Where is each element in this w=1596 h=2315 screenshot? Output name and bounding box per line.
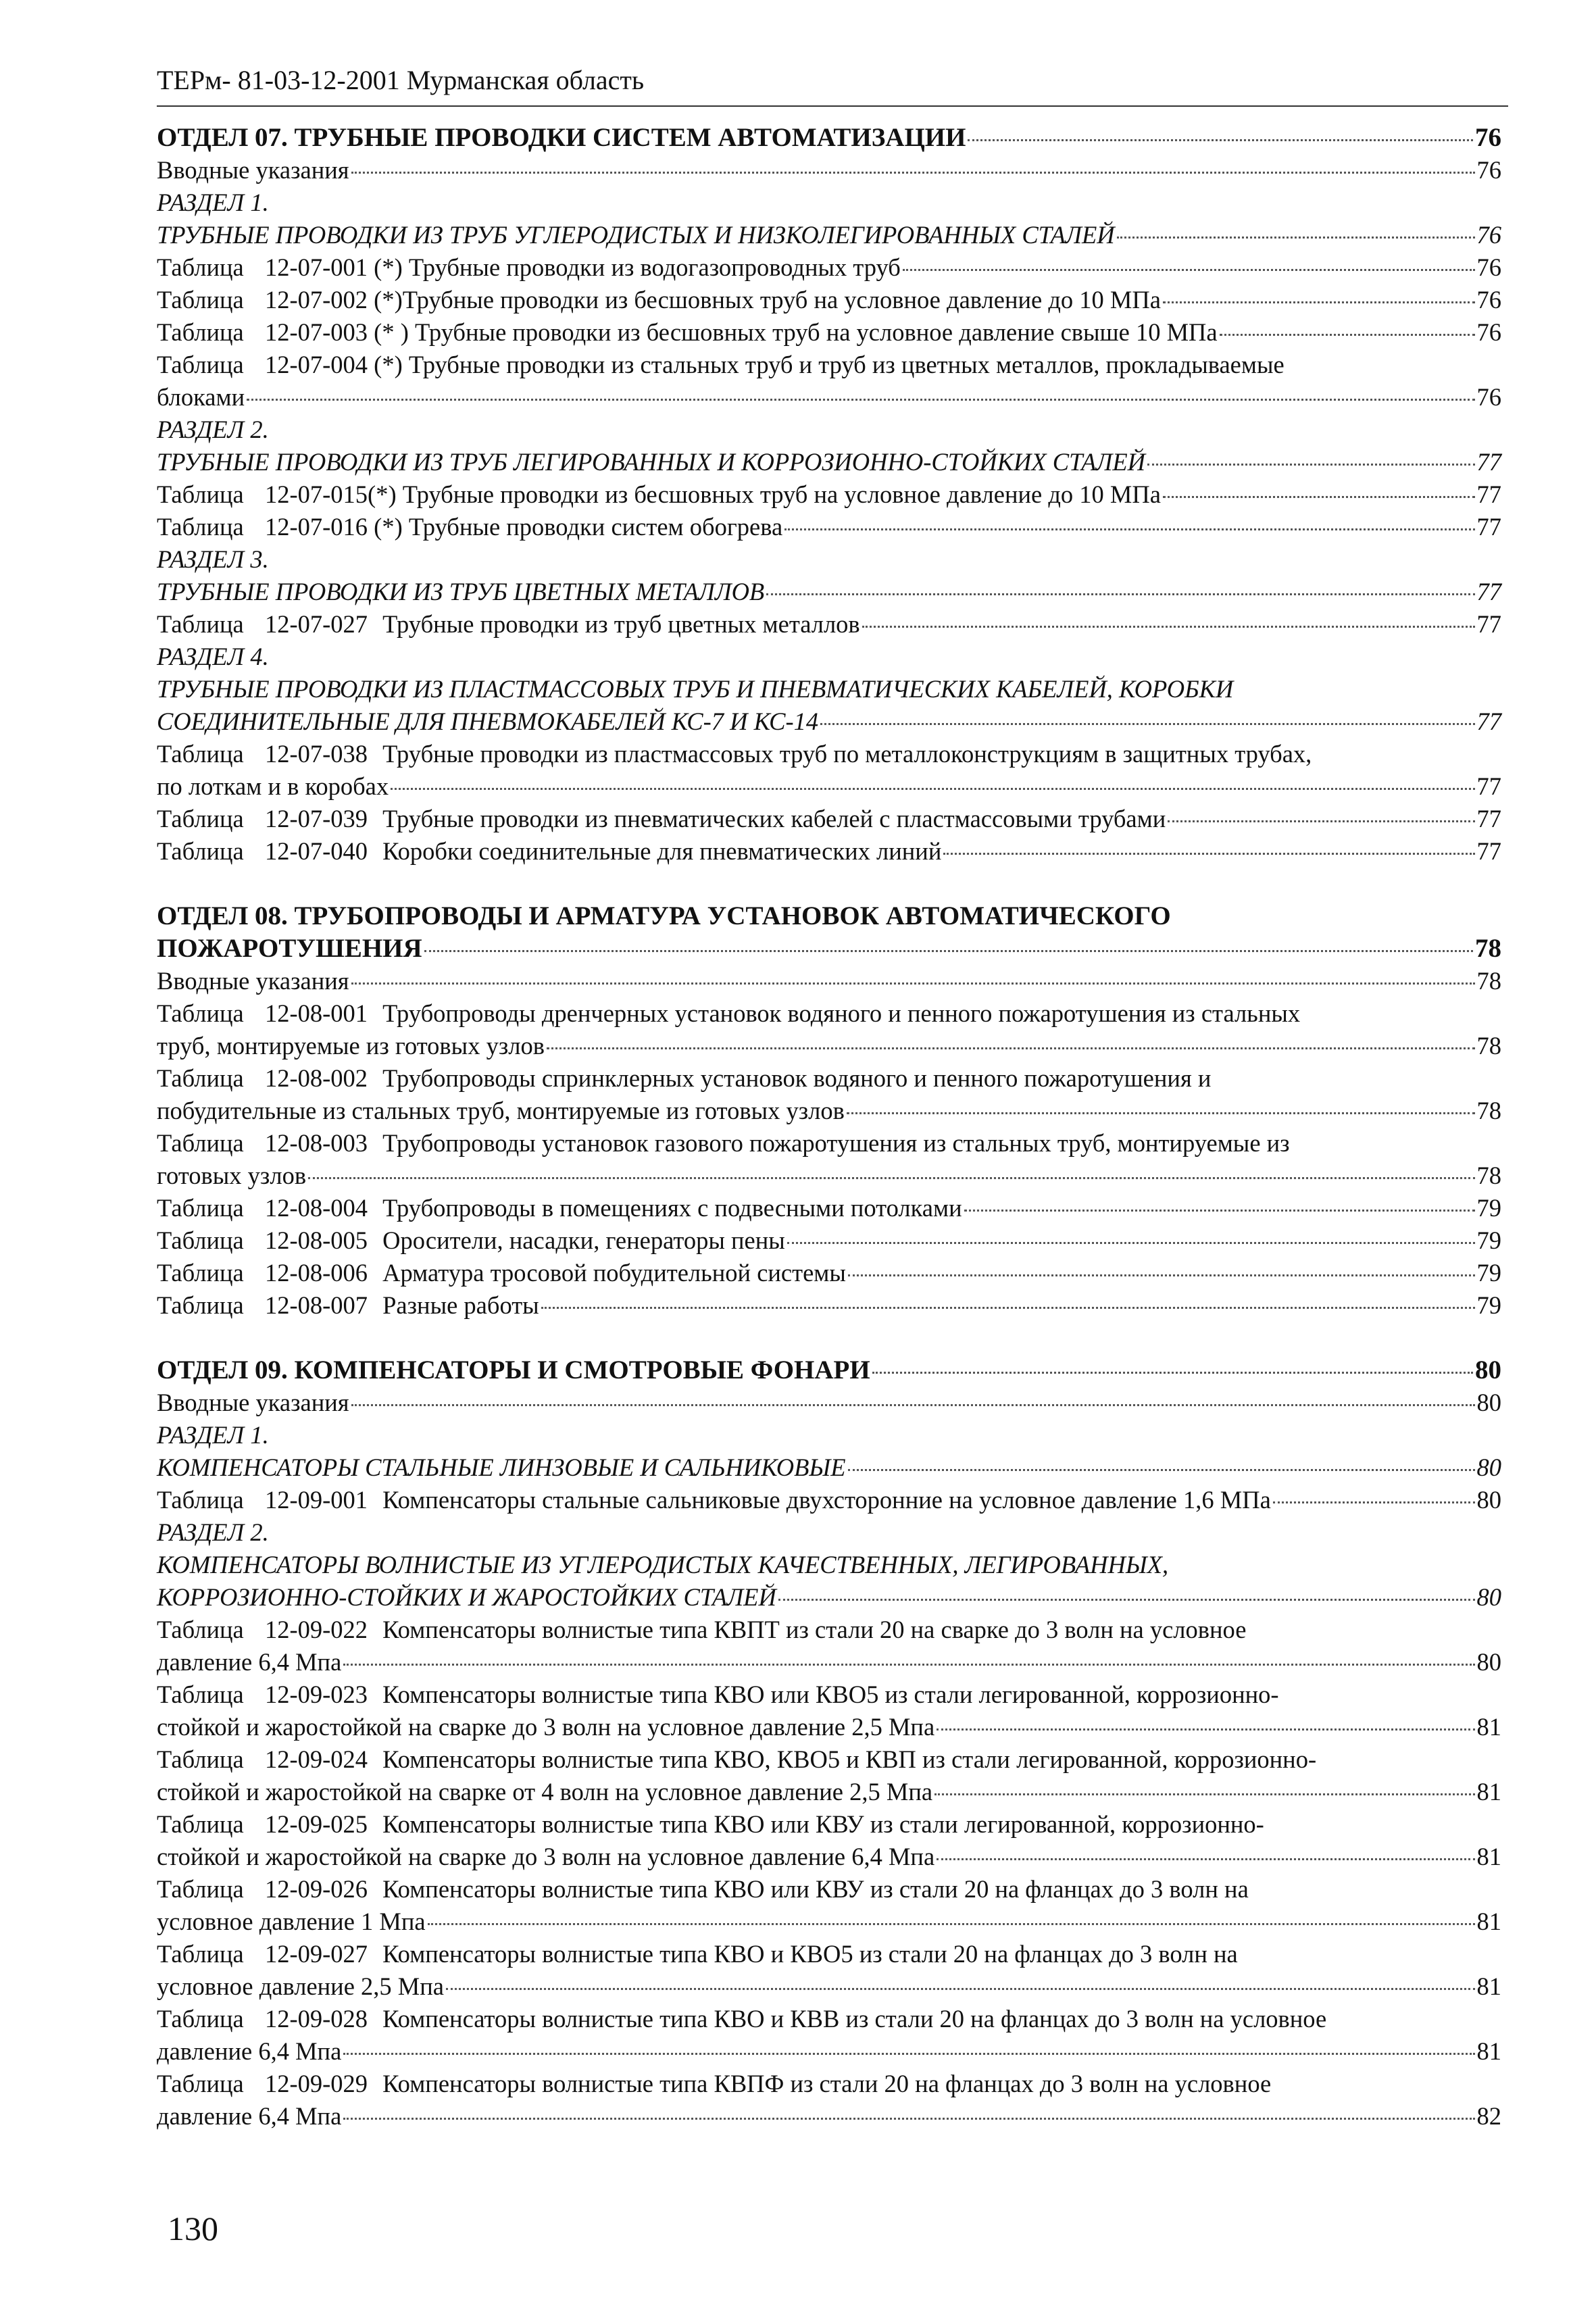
table-number: 12-08-002 (265, 1064, 368, 1092)
dot-leader (937, 1728, 1474, 1731)
toc-entry-12-08-001-line1[interactable] (157, 997, 1501, 1030)
section-title-line1[interactable]: КОМПЕНСАТОРЫ ВОЛНИСТЫЕ ИЗ УГЛЕРОДИСТЫХ КАЧЕСТВЕННЫХ, ЛЕГИРОВАННЫХ, (157, 1551, 1169, 1578)
toc-entry-12-09-025-line2[interactable] (157, 1841, 1501, 1873)
page-ref: 77 (1476, 513, 1501, 541)
table-title-cont: побудительные из стальных труб, монтируемые из готовых узлов (157, 1097, 845, 1124)
table-title-cont: блоками (157, 383, 245, 411)
table-title: Трубопроводы дренчерных установок водяного и пенного пожаротушения из стальных (382, 999, 1301, 1027)
dot-leader (343, 1664, 1474, 1666)
dot-leader (903, 269, 1475, 271)
section-label: РАЗДЕЛ 2. (157, 1518, 269, 1546)
page-ref: 81 (1476, 1972, 1501, 2000)
table-number: 12-09-025 (265, 1810, 368, 1838)
toc-entry-12-09-028-line2[interactable] (157, 2035, 1501, 2068)
dept-08-title-line2: ПОЖАРОТУШЕНИЯ (157, 934, 422, 963)
toc-entry-12-09-024-line2[interactable] (157, 1776, 1501, 1808)
dot-leader (848, 1469, 1475, 1471)
page-header: ТЕРм- 81-03-12-2001 Мурманская область (157, 65, 645, 95)
table-title: Компенсаторы волнистые типа КВО или КВУ из стали легированной, коррозионно- (382, 1810, 1264, 1838)
table-title-cont: готовых узлов (157, 1162, 307, 1189)
table-prefix: Таблица (157, 1259, 244, 1287)
table-title-cont: стойкой и жаростойкой на сварке до 3 волн на условное давление 6,4 Мпа (157, 1843, 935, 1870)
table-prefix: Таблица (157, 480, 244, 508)
table-prefix: Таблица (157, 1810, 244, 1838)
table-number: 12-07-039 (265, 805, 368, 832)
section-title: ТРУБНЫЕ ПРОВОДКИ ИЗ ТРУБ ЦВЕТНЫХ МЕТАЛЛОВ (157, 578, 765, 605)
table-title: Коробки соединительные для пневматических линий (382, 837, 942, 865)
table-prefix: Таблица (157, 610, 244, 638)
toc-entry-12-08-003-line2[interactable] (157, 1160, 1501, 1192)
page-ref: 76 (1476, 221, 1501, 249)
dot-leader (847, 1112, 1475, 1114)
table-title-cont: давление 6,4 Мпа (157, 1648, 342, 1676)
page-ref: 79 (1476, 1259, 1501, 1287)
page-ref: 77 (1476, 480, 1501, 508)
table-title: Трубопроводы в помещениях с подвесными потолками (382, 1194, 962, 1222)
table-number: 12-09-027 (265, 1940, 368, 1968)
dot-leader (446, 1988, 1475, 1990)
toc-entry-12-07-015[interactable] (157, 478, 1501, 511)
section-title: ТРУБНЫЕ ПРОВОДКИ ИЗ ТРУБ ЛЕГИРОВАННЫХ И КОРРОЗИОННО-СТОЙКИХ СТАЛЕЙ (157, 448, 1146, 476)
dot-leader (308, 1177, 1474, 1179)
table-title: 12-07-016 (*) Трубные проводки систем обогрева (265, 513, 783, 541)
page-ref: 76 (1476, 253, 1501, 281)
table-prefix: Таблица (157, 253, 244, 281)
table-prefix: Таблица (157, 740, 244, 768)
toc-entry-12-09-027-line2[interactable] (157, 1970, 1501, 2003)
toc-entry-12-09-023-line1[interactable] (157, 1678, 1501, 1711)
section-label: РАЗДЕЛ 4. (157, 643, 269, 670)
table-prefix: Таблица (157, 513, 244, 541)
table-number: 12-09-026 (265, 1875, 368, 1903)
toc-entry-dept-08[interactable] (157, 932, 1501, 965)
page-ref: 77 (1476, 805, 1501, 832)
table-title-cont: стойкой и жаростойкой на сварке до 3 волн на условное давление 2,5 Мпа (157, 1713, 935, 1741)
dot-leader (778, 1599, 1475, 1601)
dot-leader (1168, 820, 1474, 822)
table-prefix: Таблица (157, 1940, 244, 1968)
toc-entry-12-07-016[interactable] (157, 511, 1501, 543)
dot-leader (1220, 334, 1475, 336)
toc-entry-12-07-038-line1[interactable] (157, 738, 1501, 770)
table-prefix: Таблица (157, 1129, 244, 1157)
toc-entry-d07-intro[interactable] (157, 154, 1501, 186)
dot-leader (848, 1274, 1475, 1276)
toc-entry-d09-section-2[interactable] (157, 1581, 1501, 1614)
section-title-line2: КОРРОЗИОННО-СТОЙКИХ И ЖАРОСТОЙКИХ СТАЛЕЙ (157, 1583, 776, 1611)
table-number: 12-08-005 (265, 1226, 368, 1254)
table-prefix: Таблица (157, 1226, 244, 1254)
page-ref: 77 (1476, 610, 1501, 638)
table-title: 12-07-004 (*) Трубные проводки из стальных труб и труб из цветных металлов, прокладываемые (265, 351, 1285, 378)
page-ref: 81 (1476, 1843, 1501, 1870)
table-title: Трубопроводы установок газового пожаротушения из стальных труб, монтируемые из (382, 1129, 1290, 1157)
table-prefix: Таблица (157, 2005, 244, 2033)
dot-leader (351, 172, 1475, 174)
table-prefix: Таблица (157, 837, 244, 865)
page-ref: 82 (1476, 2102, 1501, 2130)
toc-entry-d09-section-1[interactable] (157, 1451, 1501, 1484)
table-prefix: Таблица (157, 1745, 244, 1773)
table-title-cont: стойкой и жаростойкой на сварке от 4 волн на условное давление 2,5 Мпа (157, 1778, 933, 1806)
page-ref: 81 (1476, 2037, 1501, 2065)
toc-entry-12-09-026-line1[interactable] (157, 1873, 1501, 1906)
table-number: 12-09-024 (265, 1745, 368, 1773)
toc-entry-12-07-004-line1[interactable] (157, 349, 1501, 381)
page-ref: 77 (1476, 448, 1501, 476)
table-of-contents (157, 122, 1501, 2133)
dept-07-title: ОТДЕЛ 07. ТРУБНЫЕ ПРОВОДКИ СИСТЕМ АВТОМАТИЗАЦИИ (157, 123, 966, 152)
page-ref: 80 (1476, 1453, 1501, 1481)
section-title: КОМПЕНСАТОРЫ СТАЛЬНЫЕ ЛИНЗОВЫЕ И САЛЬНИКОВЫЕ (157, 1453, 846, 1481)
table-title: Арматура тросовой побудительной системы (382, 1259, 846, 1287)
dot-leader (820, 723, 1474, 725)
toc-entry-12-09-001[interactable] (157, 1484, 1501, 1516)
toc-entry-12-09-027-line1[interactable] (157, 1938, 1501, 1970)
intro-label: Вводные указания (157, 1389, 349, 1416)
intro-label: Вводные указания (157, 156, 349, 184)
toc-entry-d07-section-4[interactable] (157, 705, 1501, 738)
dot-leader (1117, 237, 1475, 239)
table-title: Компенсаторы стальные сальниковые двухсторонние на условное давление 1,6 МПа (382, 1486, 1271, 1514)
table-number: 12-09-022 (265, 1616, 368, 1643)
section-label: РАЗДЕЛ 3. (157, 545, 269, 573)
intro-label: Вводные указания (157, 967, 349, 995)
table-title: Трубные проводки из пластмассовых труб по металлоконструкциям в защитных трубах, (382, 740, 1312, 768)
table-number: 12-09-001 (265, 1486, 368, 1514)
page-ref: 78 (1476, 1032, 1501, 1060)
table-prefix: Таблица (157, 1486, 244, 1514)
page-ref: 78 (1475, 934, 1501, 963)
dot-leader (424, 950, 1473, 952)
table-number: 12-08-006 (265, 1259, 368, 1287)
page-ref: 80 (1476, 1648, 1501, 1676)
table-prefix: Таблица (157, 1875, 244, 1903)
dot-leader (964, 1210, 1475, 1212)
toc-entry-12-07-038-line2[interactable] (157, 770, 1501, 803)
section-title: ТРУБНЫЕ ПРОВОДКИ ИЗ ТРУБ УГЛЕРОДИСТЫХ И НИЗКОЛЕГИРОВАННЫХ СТАЛЕЙ (157, 221, 1115, 249)
toc-entry-dept-07[interactable] (157, 122, 1501, 154)
section-label: РАЗДЕЛ 1. (157, 189, 269, 216)
table-prefix: Таблица (157, 2070, 244, 2097)
page-ref: 79 (1476, 1226, 1501, 1254)
section-label: РАЗДЕЛ 1. (157, 1421, 269, 1449)
table-title: Оросители, насадки, генераторы пены (382, 1226, 785, 1254)
table-prefix: Таблица (157, 1064, 244, 1092)
dot-leader (968, 139, 1473, 141)
table-title: Компенсаторы волнистые типа КВО, КВО5 и КВП из стали легированной, коррозионно- (382, 1745, 1317, 1773)
table-title: Компенсаторы волнистые типа КВПФ из стали 20 на фланцах до 3 волн на условное (382, 2070, 1272, 2097)
table-title: Трубные проводки из пневматических кабелей с пластмассовыми трубами (382, 805, 1166, 832)
dot-leader (1147, 464, 1474, 466)
section-title-line1[interactable]: ТРУБНЫЕ ПРОВОДКИ ИЗ ПЛАСТМАССОВЫХ ТРУБ И ПНЕВМАТИЧЕСКИХ КАБЕЛЕЙ, КОРОБКИ (157, 675, 1234, 703)
toc-entry-12-09-029-line2[interactable] (157, 2100, 1501, 2133)
dot-leader (943, 853, 1474, 855)
page-ref: 80 (1476, 1389, 1501, 1416)
page-ref: 80 (1476, 1486, 1501, 1514)
table-number: 12-08-004 (265, 1194, 368, 1222)
table-prefix: Таблица (157, 318, 244, 346)
dept-08-title-line1[interactable]: ОТДЕЛ 08. ТРУБОПРОВОДЫ И АРМАТУРА УСТАНОВОК АВТОМАТИЧЕСКОГО (157, 901, 1171, 930)
toc-entry-d08-intro[interactable] (157, 965, 1501, 997)
page-ref: 76 (1475, 123, 1501, 152)
dot-leader (547, 1047, 1475, 1049)
toc-entry-12-09-026-line2[interactable] (157, 1906, 1501, 1938)
dot-leader (934, 1793, 1474, 1795)
toc-entry-12-08-005[interactable] (157, 1224, 1501, 1257)
page-ref: 80 (1476, 1583, 1501, 1611)
toc-entry-12-08-003-line1[interactable] (157, 1127, 1501, 1160)
toc-entry-12-09-029-line1[interactable] (157, 2068, 1501, 2100)
table-number: 12-09-023 (265, 1681, 368, 1708)
dot-leader (541, 1307, 1475, 1309)
page-ref: 77 (1476, 578, 1501, 605)
table-title: Компенсаторы волнистые типа КВПТ из стали 20 на сварке до 3 волн на условное (382, 1616, 1247, 1643)
toc-entry-d07-section-3[interactable] (157, 576, 1501, 608)
page-ref: 78 (1476, 1162, 1501, 1189)
toc-entry-12-09-022-line2[interactable] (157, 1646, 1501, 1678)
page-ref: 76 (1476, 286, 1501, 314)
toc-entry-12-07-039[interactable] (157, 803, 1501, 835)
table-title-cont: давление 6,4 Мпа (157, 2037, 342, 2065)
dot-leader (247, 399, 1474, 401)
toc-entry-12-08-007[interactable] (157, 1289, 1501, 1322)
table-prefix: Таблица (157, 1616, 244, 1643)
dot-leader (1273, 1501, 1475, 1503)
dot-leader (343, 2053, 1474, 2055)
toc-entry-12-09-023-line2[interactable] (157, 1711, 1501, 1743)
toc-entry-12-07-001[interactable] (157, 251, 1501, 284)
toc-entry-12-09-028-line1[interactable] (157, 2003, 1501, 2035)
table-number: 12-08-001 (265, 999, 368, 1027)
table-title: Трубные проводки из водогазопроводных труб (408, 253, 901, 281)
toc-entry-12-07-027[interactable] (157, 608, 1501, 641)
table-title: Компенсаторы волнистые типа КВО или КВУ из стали 20 на фланцах до 3 волн на (382, 1875, 1249, 1903)
table-number: 12-07-040 (265, 837, 368, 865)
page-ref: 79 (1476, 1291, 1501, 1319)
table-title-cont: условное давление 1 Мпа (157, 1908, 426, 1935)
table-number: 12-07-027 (265, 610, 368, 638)
page-number: 130 (168, 2210, 218, 2247)
dot-leader (351, 1404, 1475, 1406)
dot-leader (343, 2118, 1474, 2120)
page-ref: 76 (1476, 383, 1501, 411)
page-ref: 76 (1476, 156, 1501, 184)
table-title: 12-07-015(*) Трубные проводки из бесшовных труб на условное давление до 10 МПа (265, 480, 1161, 508)
dot-leader (872, 1372, 1473, 1374)
toc-entry-12-07-040[interactable] (157, 835, 1501, 868)
page-ref: 77 (1476, 707, 1501, 735)
table-prefix: Таблица (157, 1681, 244, 1708)
page-ref: 81 (1476, 1713, 1501, 1741)
table-number: 12-09-029 (265, 2070, 368, 2097)
page-ref: 81 (1476, 1908, 1501, 1935)
table-title: 12-07-002 (*)Трубные проводки из бесшовных труб на условное давление до 10 МПа (265, 286, 1161, 314)
page-ref: 76 (1476, 318, 1501, 346)
dot-leader (391, 788, 1474, 790)
toc-entry-d09-intro[interactable] (157, 1387, 1501, 1419)
dot-leader (862, 626, 1475, 628)
page-ref: 80 (1475, 1355, 1501, 1385)
table-prefix: Таблица (157, 1291, 244, 1319)
page-ref: 77 (1476, 837, 1501, 865)
dot-leader (937, 1858, 1474, 1860)
toc-entry-12-09-024-line1[interactable] (157, 1743, 1501, 1776)
table-title-cont: условное давление 2,5 Мпа (157, 1972, 444, 2000)
toc-entry-d07-section-1[interactable] (157, 219, 1501, 251)
table-title-cont: по лоткам и в коробах (157, 772, 389, 800)
table-number: 12-07-001 (*) (265, 253, 403, 281)
table-title: 12-07-003 (* ) Трубные проводки из бесшовных труб на условное давление свыше 10 МПа (265, 318, 1218, 346)
toc-entry-12-08-004[interactable] (157, 1192, 1501, 1224)
dot-leader (351, 982, 1475, 985)
toc-entry-12-08-006[interactable] (157, 1257, 1501, 1289)
toc-entry-12-08-001-line2[interactable] (157, 1030, 1501, 1062)
table-prefix: Таблица (157, 351, 244, 378)
section-title-line2: СОЕДИНИТЕЛЬНЫЕ ДЛЯ ПНЕВМОКАБЕЛЕЙ КС-7 И КС-14 (157, 707, 819, 735)
page-ref: 78 (1476, 1097, 1501, 1124)
table-prefix: Таблица (157, 1194, 244, 1222)
toc-entry-12-08-002-line1[interactable] (157, 1062, 1501, 1095)
table-prefix: Таблица (157, 805, 244, 832)
dot-leader (1163, 496, 1475, 498)
toc-entry-12-09-022-line1[interactable] (157, 1614, 1501, 1646)
toc-entry-12-09-025-line1[interactable] (157, 1808, 1501, 1841)
table-title-cont: труб, монтируемые из готовых узлов (157, 1032, 545, 1060)
toc-entry-12-07-004-line2[interactable] (157, 381, 1501, 414)
table-title: Трубопроводы спринклерных установок водяного и пенного пожаротушения и (382, 1064, 1212, 1092)
header-rule (157, 105, 1508, 107)
table-title: Компенсаторы волнистые типа КВО или КВО5 из стали легированной, коррозионно- (382, 1681, 1279, 1708)
table-title: Разные работы (382, 1291, 539, 1319)
toc-entry-12-07-003[interactable] (157, 316, 1501, 349)
dept-09-title: ОТДЕЛ 09. КОМПЕНСАТОРЫ И СМОТРОВЫЕ ФОНАРИ (157, 1355, 870, 1385)
table-number: 12-08-003 (265, 1129, 368, 1157)
table-title: Компенсаторы волнистые типа КВО и КВВ из стали 20 на фланцах до 3 волн на условное (382, 2005, 1327, 2033)
dot-leader (787, 1242, 1475, 1244)
table-number: 12-09-028 (265, 2005, 368, 2033)
toc-entry-d07-section-2[interactable] (157, 446, 1501, 478)
section-label: РАЗДЕЛ 2. (157, 416, 269, 443)
dot-leader (784, 528, 1474, 530)
toc-entry-dept-09[interactable] (157, 1354, 1501, 1387)
table-prefix: Таблица (157, 286, 244, 314)
table-title-cont: давление 6,4 Мпа (157, 2102, 342, 2130)
dot-leader (766, 593, 1474, 595)
table-number: 12-08-007 (265, 1291, 368, 1319)
table-number: 12-07-038 (265, 740, 368, 768)
toc-entry-12-07-002[interactable] (157, 284, 1501, 316)
page-ref: 79 (1476, 1194, 1501, 1222)
page-ref: 78 (1476, 967, 1501, 995)
toc-entry-12-08-002-line2[interactable] (157, 1095, 1501, 1127)
dot-leader (428, 1923, 1475, 1925)
dot-leader (1163, 301, 1475, 303)
table-title: Трубные проводки из труб цветных металлов (382, 610, 860, 638)
table-prefix: Таблица (157, 999, 244, 1027)
table-title: Компенсаторы волнистые типа КВО и КВО5 из стали 20 на фланцах до 3 волн на (382, 1940, 1238, 1968)
page-ref: 81 (1476, 1778, 1501, 1806)
page-ref: 77 (1476, 772, 1501, 800)
